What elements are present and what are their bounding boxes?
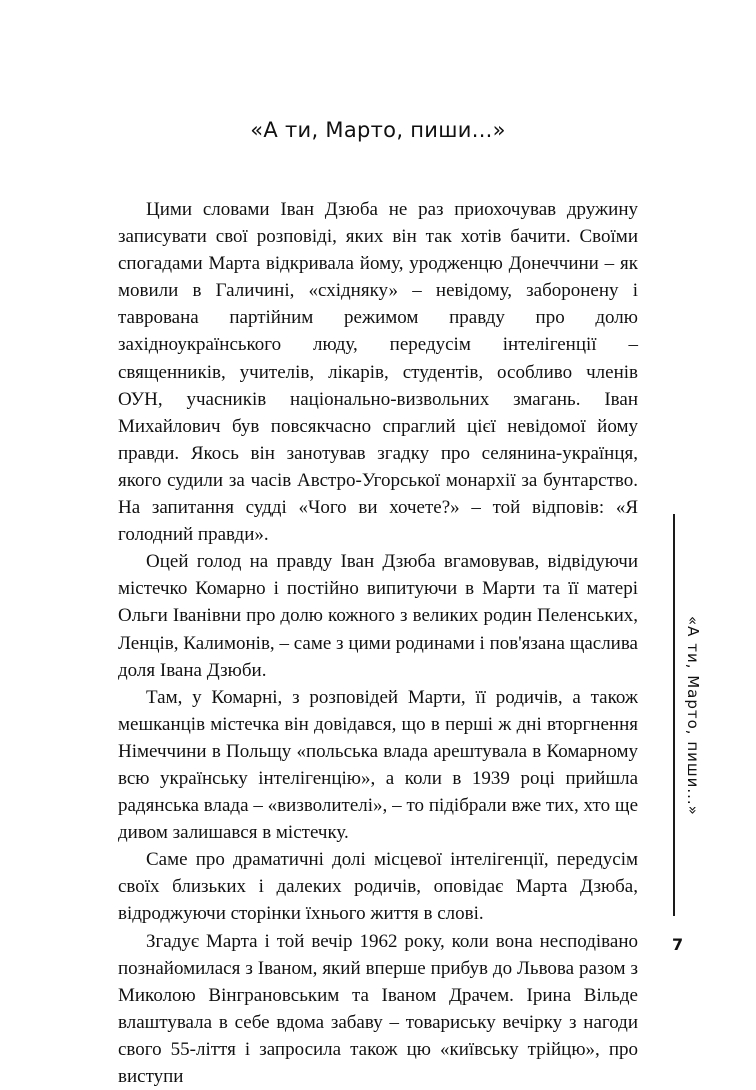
margin-rule	[673, 514, 675, 916]
paragraph: Цими словами Іван Дзюба не раз приохочував дружину записувати свої розповіді, яких він так хотів бачити. Своїми спогадами Марта відкривала йому, уродженцю Донеччини – як мовили в Галичині, «східняку» – невідому, заборонену і таврована партійним режимом правду про долю західноукраїнського люду, передусім інтелігенції – священників, учителів, лікарів, студентів, особливо членів ОУН, учасників національно-визвольних змагань. Іван Михайлович був повсякчасно спраглий цієї невідомої йому правди. Якось він занотував згадку про селянина-українця, якого судили за часів Австро-Угорської монархії за бунтарство. На запитання судді «Чого ви хочете?» – той відповів: «Я голодний правди».	[118, 199, 638, 546]
paragraph: Оцей голод на правду Іван Дзюба вгамовував, відвідуючи містечко Комарно і постійно випитуючи в Марти та її матері Ольги Іванівни про долю кожного з великих родин Пеленських, Ленців, Калимонів, – саме з цими родинами і пов'язана щаслива доля Івана Дзюби.	[118, 551, 638, 681]
page-title: «А ти, Марто, пиши...»	[250, 118, 506, 142]
paragraph: Згадує Марта і той вечір 1962 року, коли вона несподівано познайомилася з Іваном, який вперше прибув до Львова разом з Миколою Вінграновським та Іваном Драчем. Ірина Вільде влаштувала в себе вдома забаву – товариську вечірку з нагоди свого 55-ліття і запросила також цю «київську трійцю», про виступи	[118, 930, 638, 1087]
running-head: «А ти, Марто, пиши...»	[684, 616, 702, 816]
page-number: 7	[672, 935, 684, 954]
body-text	[118, 196, 638, 1090]
paragraph: Там, у Комарні, з розповідей Марти, її родичів, а також мешканців містечка він довідався, що в перші ж дні вторгнення Німеччини в Польщу «польська влада арештувала в Комарному всю українську інтелігенцію», а коли в 1939 році прийшла радянська влада – «визволителі», – то підібрали вже тих, хто ще дивом залишався в містечку.	[118, 686, 638, 844]
paragraph: Саме про драматичні долі місцевої інтелігенції, передусім своїх близьких і далеких родичів, оповідає Марта Дзюба, відроджуючи сторінки їхнього життя в слові.	[118, 849, 638, 925]
